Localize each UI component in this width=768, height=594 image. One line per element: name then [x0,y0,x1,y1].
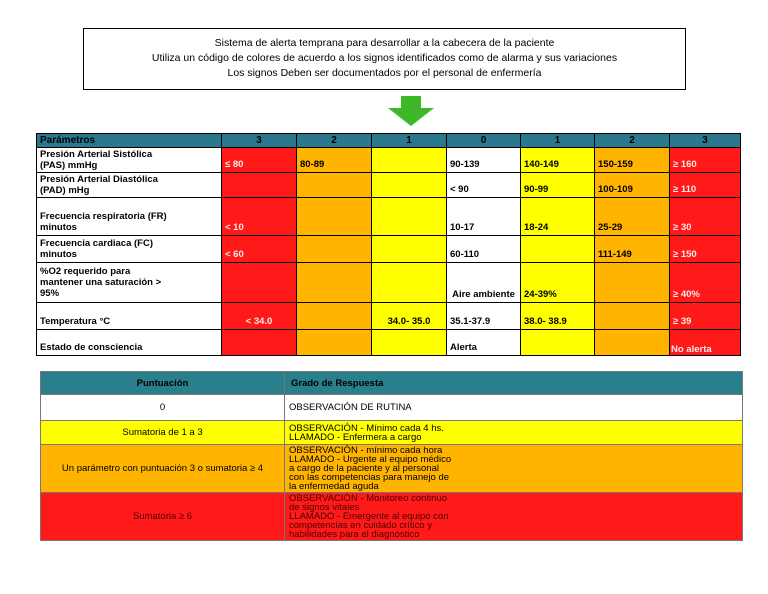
cell-score-3-low [222,263,297,303]
cell-score-2-high [595,303,670,330]
col-header-1-right: 1 [521,134,595,148]
cell-score-0: 10-17 [447,198,521,236]
cell-score-1-high: 38.0- 38.9 [521,303,595,330]
row-label [37,173,222,198]
response-line: con las competencias para manejo de [289,472,450,483]
row-consciencia [37,330,741,356]
cell-score-1-high: 24-39% [521,263,595,303]
header-box [83,28,686,90]
cell-score-3-low [222,173,297,198]
cell-score-1-low [372,173,447,198]
response-row-4 [41,445,743,493]
cell-score-2-high: 150-159 [595,148,670,173]
col-header-3-left: 3 [222,134,297,148]
row-label-line: minutos [40,249,77,260]
score-cell: Un parámetro con puntuación 3 o sumatoria ≥ 4 [41,445,285,493]
row-label [37,330,222,356]
response-row-0 [41,395,743,421]
cell-score-3-low: < 10 [222,198,297,236]
cell-score-1-low [372,198,447,236]
row-label-line: mantener una saturación > [40,277,162,288]
cell-score-1-high: 90-99 [521,173,595,198]
cell-score-2-low [297,330,372,356]
cell-score-2-low [297,173,372,198]
response-line: OBSERVACIÓN DE RUTINA [289,402,412,413]
cell-score-2-high [595,263,670,303]
cell-score-1-high: 18-24 [521,198,595,236]
cell-score-3-low: ≤ 80 [222,148,297,173]
parameters-table [36,133,741,356]
response-line: LLAMADO - Urgente al equipo médico [289,454,452,465]
col-header-2-left: 2 [297,134,372,148]
response-line: LLAMADO - Enfermera a cargo [289,431,422,443]
row-label-line: Estado de consciencia [40,342,143,353]
cell-score-1-low [372,330,447,356]
cell-score-1-low [372,236,447,263]
cell-score-1-high: 140-149 [521,148,595,173]
row-label [37,148,222,173]
col-header-puntuacion: Puntuación [41,372,285,395]
row-label [37,263,222,303]
cell-score-0: 35.1-37.9 [447,303,521,330]
response-line: OBSERVACIÓN - Mínimo cada 4 hs. [289,422,444,434]
col-header-parametros: Parámetros [37,134,222,148]
cell-score-1-low [372,148,447,173]
response-cell [285,493,743,541]
row-label [37,198,222,236]
row-label [37,236,222,263]
score-cell: 0 [41,395,285,421]
response-line: LLAMADO - Emergente al equipo con [289,511,449,522]
response-row-1-3 [41,421,743,445]
cell-score-0: Aire ambiente [447,263,521,303]
cell-score-2-low [297,303,372,330]
cell-score-3-high: ≥ 160 [670,148,741,173]
row-label-line: (PAS) mmHg [40,160,98,171]
row-o2 [37,263,741,303]
col-header-3-right: 3 [670,134,741,148]
response-line: OBSERVACIÓN - Monitoreo continuo [289,493,448,504]
cell-score-2-low [297,198,372,236]
row-pad [37,173,741,198]
row-label-line: (PAD) mHg [40,185,90,196]
cell-score-2-low [297,236,372,263]
cell-score-3-high: ≥ 39 [670,303,741,330]
cell-score-3-high: ≥ 150 [670,236,741,263]
score-cell: Sumatoria de 1 a 3 [41,421,285,445]
cell-score-1-high [521,330,595,356]
row-label-line: Temperatura °C [40,316,111,327]
row-label-line: Frecuencia respiratoria (FR) [40,211,167,222]
row-label-line: minutos [40,222,77,233]
cell-score-0: < 90 [447,173,521,198]
cell-score-1-low: 34.0- 35.0 [372,303,447,330]
row-label-line: %O2 requerido para [40,266,131,277]
response-line: habilidades para el diagnóstico [289,529,420,540]
row-label-line: Frecuencia cardiaca (FC) [40,238,153,249]
cell-score-2-low [297,263,372,303]
row-fr [37,198,741,236]
row-label [37,303,222,330]
cell-score-3-high: ≥ 110 [670,173,741,198]
header-line-1: Sistema de alerta temprana para desarrollar a la cabecera de la paciente [214,37,555,49]
response-line: competencias en cuidado crítico y [289,520,433,531]
cell-score-0: 60-110 [447,236,521,263]
row-fc [37,236,741,263]
arrow-down-icon [388,96,434,126]
score-cell: Sumatoria ≥ 6 [41,493,285,541]
row-temperatura [37,303,741,330]
cell-score-3-low: < 60 [222,236,297,263]
cell-score-3-low [222,330,297,356]
header-line-2: Utiliza un código de colores de acuerdo a los signos identificados como de alarma y sus variaciones [151,52,618,64]
row-pas [37,148,741,173]
response-line: OBSERVACIÓN - mínimo cada hora [289,445,443,456]
row-label-line: 95% [40,288,60,299]
response-line: la enfermedad aguda [289,481,379,492]
cell-score-0: Alerta [447,330,521,356]
col-header-0: 0 [447,134,521,148]
cell-score-3-low: < 34.0 [222,303,297,330]
row-label-line: Presión Arterial Sistólica [40,149,153,160]
response-cell [285,395,743,421]
response-line: a cargo de la paciente y al personal [289,463,439,474]
cell-score-3-high: ≥ 40% [670,263,741,303]
cell-score-1-high [521,236,595,263]
cell-score-2-high: 25-29 [595,198,670,236]
response-row-6 [41,493,743,541]
cell-score-2-low: 80-89 [297,148,372,173]
col-header-grado-respuesta: Grado de Respuesta [285,372,743,395]
cell-score-2-high [595,330,670,356]
parameters-header-row [37,134,741,148]
response-cell [285,445,743,493]
cell-score-0: 90-139 [447,148,521,173]
row-label-line: Presión Arterial Diastólica [40,174,158,185]
cell-score-2-high: 100-109 [595,173,670,198]
col-header-2-right: 2 [595,134,670,148]
cell-score-2-high: 111-149 [595,236,670,263]
response-table [40,371,743,541]
header-line-3: Los signos Deben ser documentados por el personal de enfermería [227,67,542,79]
cell-score-3-high: ≥ 30 [670,198,741,236]
response-header-row [41,372,743,395]
response-cell [285,421,743,445]
cell-score-1-low [372,263,447,303]
col-header-1-left: 1 [372,134,447,148]
response-line: de signos vitales [289,502,360,513]
cell-score-3-high: No alerta [670,330,741,356]
